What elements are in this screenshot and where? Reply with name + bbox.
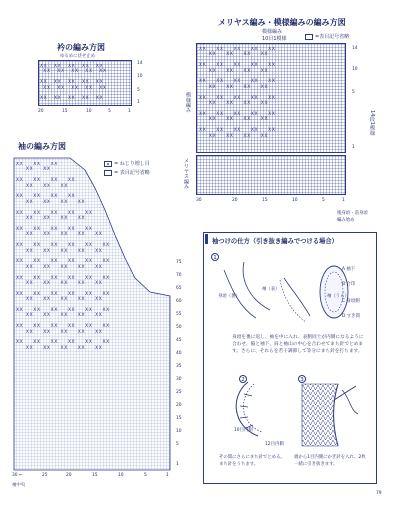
howto-step3-text: 端から1目内側にかぎ針を入れ、2枚一緒に引き抜きます。: [294, 455, 366, 467]
sleeve-col-label: 10: [118, 473, 124, 478]
step2-label: 10目内側: [234, 428, 253, 433]
sleeve-row-label: 35: [176, 364, 182, 369]
body-pattern-title: メリヤス編み・模様編みの編み方図: [218, 18, 346, 27]
sleeve-row-label: 1: [176, 462, 179, 467]
collar-title: 衿の編み方図: [57, 43, 105, 52]
sleeve-col-label: 25: [42, 473, 48, 478]
collar-row-label: 10: [137, 74, 143, 79]
sleeve-row-label: 10: [176, 429, 182, 434]
legend-square-icon: [305, 34, 313, 40]
sleeve-row-label: 60: [176, 299, 182, 304]
collar-note: ゆるめに伏せ止め: [60, 54, 96, 59]
sleeve-row-label: 70: [176, 273, 182, 278]
legend-note: 表目記号省略: [319, 34, 350, 40]
cast-on-note: 後身頃・前身頃: [337, 211, 368, 216]
body-pattern-side-label: 模様編み: [185, 92, 191, 113]
legend-c: C 身頃側: [342, 299, 360, 304]
sleeve-row-label: 5: [176, 442, 179, 447]
body-row-label: 5: [352, 90, 355, 95]
label-body-back: 身頃（裏）: [218, 294, 240, 299]
step2-label-2: 12目内側: [265, 442, 284, 447]
sleeve-row-label: 50: [176, 325, 182, 330]
sleeve-marks: ⅩⅩ ⅩⅩ ⅩⅩ ⅩⅩ ⅩⅩ ⅩⅩ ⅩⅩ ⅩⅩ ⅩⅩ ⅩⅩ ⅩⅩ ⅩⅩ ⅩⅩ ⅩⅩ ⅩⅩ ⅩⅩ ⅩⅩ ⅩⅩ ⅩⅩ ⅩⅩ ⅩⅩ ⅩⅩ ⅩⅩ ⅩⅩ ⅩⅩ ⅩⅩ ⅩⅩ ⅩⅩ ⅩⅩ ⅩⅩ ⅩⅩ ⅩⅩ ⅩⅩ ⅩⅩ ⅩⅩ ⅩⅩ ⅩⅩ ⅩⅩ ⅩⅩ ⅩⅩ ⅩⅩ ⅩⅩ ⅩⅩ ⅩⅩ ⅩⅩ ⅩⅩ ⅩⅩ ⅩⅩ ⅩⅩ ⅩⅩ ⅩⅩ ⅩⅩ ⅩⅩ ⅩⅩ ⅩⅩ ⅩⅩ ⅩⅩ ⅩⅩ ⅩⅩ ⅩⅩ ⅩⅩ ⅩⅩ ⅩⅩ ⅩⅩ ⅩⅩ ⅩⅩ ⅩⅩ ⅩⅩ ⅩⅩ ⅩⅩ ⅩⅩ ⅩⅩ ⅩⅩ ⅩⅩ ⅩⅩ ⅩⅩ ⅩⅩ ⅩⅩ ⅩⅩ ⅩⅩ ⅩⅩ ⅩⅩ ⅩⅩ ⅩⅩ ⅩⅩ ⅩⅩ ⅩⅩ ⅩⅩ ⅩⅩ ⅩⅩ ⅩⅩ ⅩⅩ ⅩⅩ ⅩⅩ ⅩⅩ ⅩⅩ ⅩⅩ ⅩⅩ ⅩⅩ ⅩⅩ ⅩⅩ ⅩⅩ ⅩⅩ ⅩⅩ ⅩⅩ ⅩⅩ ⅩⅩ ⅩⅩ ⅩⅩ ⅩⅩ ⅩⅩ ⅩⅩ ⅩⅩ ⅩⅩ ⅩⅩ ⅩⅩ: [16, 162, 110, 351]
label-sleeve-front: 袖（表）: [262, 287, 280, 292]
body-stockinette-side-label: メリヤス編み: [183, 158, 189, 190]
page-number: 79: [376, 491, 382, 496]
body-col-label: 5: [322, 198, 325, 203]
sleeve-row-label: 55: [176, 312, 182, 317]
collar-col-label: 5: [108, 109, 111, 114]
step-2-badge: 2: [239, 375, 247, 383]
sleeve-row-label: 15: [176, 416, 182, 421]
legend-eq: =: [315, 34, 320, 40]
body-col-label: 30: [196, 198, 202, 203]
sleeve-row-label: 45: [176, 338, 182, 343]
body-col-label: 1: [342, 198, 345, 203]
sleeve-col-label: 5: [144, 473, 147, 478]
twisted-increase-icon: Q: [104, 161, 112, 167]
howto-step2-text: その間にさらにまち針でとめる。まち針をうちます。: [219, 455, 285, 467]
step-3-badge: 3: [298, 375, 306, 383]
body-row-label: 1: [352, 145, 355, 150]
body-pattern-legend: [305, 33, 349, 40]
collar-chart-marks: ⅩⅩ ⅩⅩ ⅩⅩ ⅩⅩ ⅩⅩ ⅩⅩ ⅩⅩ ⅩⅩ ⅩⅩ ⅩⅩ ⅩⅩ ⅩⅩ ⅩⅩ ⅩⅩ ⅩⅩ ⅩⅩ ⅩⅩ ⅩⅩ ⅩⅩ ⅩⅩ ⅩⅩ ⅩⅩ ⅩⅩ ⅩⅩ ⅩⅩ: [40, 64, 107, 102]
collar-col-label: 20: [38, 109, 44, 114]
body-col-label: 15: [262, 198, 268, 203]
cast-on-note-2: 編み始め: [337, 218, 355, 223]
body-pattern-subtitle: 模様編み: [262, 29, 283, 35]
sleeve-row-label: 30: [176, 377, 182, 382]
legend-d: D すき間: [342, 314, 360, 319]
sleeve-col-label: 20: [66, 473, 72, 478]
collar-row-label: 14: [137, 61, 143, 66]
body-row-label: 10: [352, 67, 358, 72]
step-2-illustration: [226, 378, 286, 448]
step-1-badge: 1: [211, 253, 219, 261]
collar-row-label: 1: [137, 100, 140, 105]
body-pattern-marks: ⅩⅩ ⅩⅩ ⅩⅩ ⅩⅩ ⅩⅩ ⅩⅩ ⅩⅩ ⅩⅩ ⅩⅩ ⅩⅩ ⅩⅩ ⅩⅩ ⅩⅩ ⅩⅩ ⅩⅩ ⅩⅩ ⅩⅩ ⅩⅩ ⅩⅩ ⅩⅩ ⅩⅩ ⅩⅩ ⅩⅩ ⅩⅩ ⅩⅩ ⅩⅩ ⅩⅩ ⅩⅩ ⅩⅩ ⅩⅩ ⅩⅩ ⅩⅩ ⅩⅩ ⅩⅩ ⅩⅩ ⅩⅩ ⅩⅩ ⅩⅩ ⅩⅩ ⅩⅩ ⅩⅩ ⅩⅩ ⅩⅩ ⅩⅩ ⅩⅩ ⅩⅩ ⅩⅩ ⅩⅩ ⅩⅩ ⅩⅩ ⅩⅩ ⅩⅩ ⅩⅩ ⅩⅩ: [199, 47, 276, 139]
sleeve-row-label: 75: [176, 260, 182, 265]
howto-title-bar: [205, 234, 208, 244]
legend-b: B 合印: [342, 282, 356, 287]
sleeve-title: 袖の編み方図: [18, 142, 66, 151]
legend-text: = ねじり増し目: [114, 161, 150, 167]
label-sleeve-circle: 袖（うら）: [327, 294, 349, 299]
sleeve-center-label: 袖中央: [12, 483, 26, 488]
legend-text: = 表目記号省略: [114, 170, 150, 176]
body-repeat-label: 14段1模様: [369, 110, 375, 136]
sleeve-col-label: 15: [92, 473, 98, 478]
body-col-label: 10: [292, 198, 298, 203]
legend-a: A 袖下: [342, 267, 356, 272]
collar-row-label: 5: [137, 88, 140, 93]
body-pattern-repeat: 10目1模様: [262, 36, 287, 42]
sleeve-row-label: 20: [176, 403, 182, 408]
collar-col-label: 15: [62, 109, 68, 114]
sleeve-row-label: 25: [176, 390, 182, 395]
sleeve-row-label: 40: [176, 351, 182, 356]
body-stockinette-grid: [196, 155, 346, 195]
body-row-label: 14: [352, 46, 358, 51]
collar-col-label: 1: [128, 109, 131, 114]
sleeve-col-label: 1: [166, 473, 169, 478]
sleeve-col-label: 30 ←: [12, 473, 23, 478]
sleeve-row-label: 65: [176, 286, 182, 291]
body-col-label: 20: [232, 198, 238, 203]
collar-col-label: 10: [86, 109, 92, 114]
howto-step1-text: 身頃を裏に返し、袖を中に入れ、表側同士が内側になるように合わせ、脇と袖下、肩と袖山の中心を合わせてまち針でとめます。さらに、それらを若干調節して等分にまち針を打ちます。: [232, 335, 364, 354]
howto-title: 袖つけの仕方（引き抜き編みでつける場合）: [212, 238, 338, 245]
step-3-illustration: [298, 380, 368, 450]
